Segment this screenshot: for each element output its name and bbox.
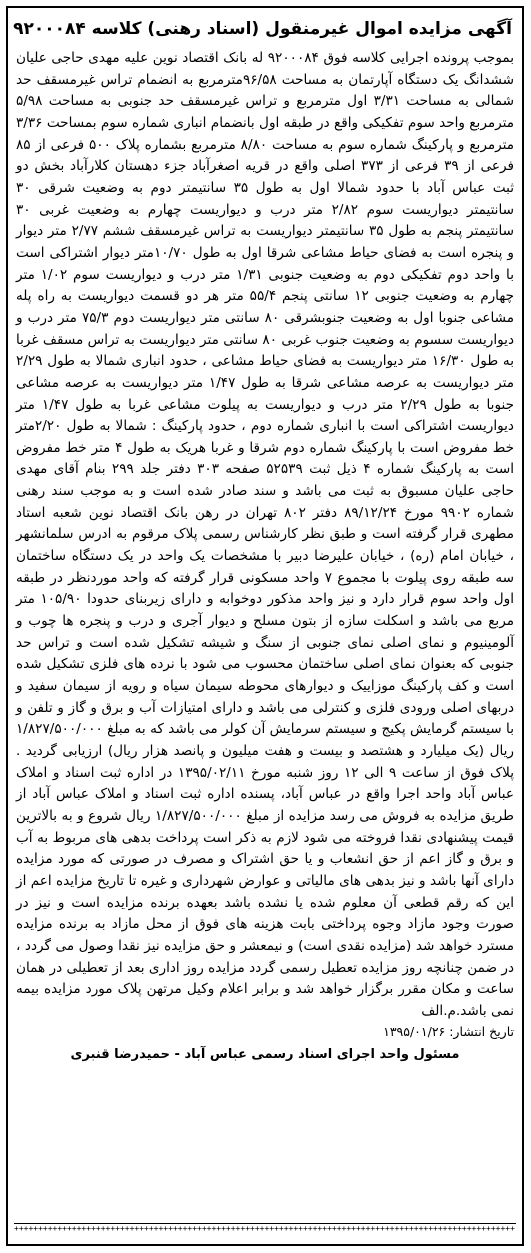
notice-body: بموجب پرونده اجرایی کلاسه فوق ۹۲۰۰۰۸۴ له بانک اقتصاد نوین علیه مهدی حاجی علیان ششدانگ یک دستگاه آپارتمان به مساحت ۹۶/۵۸مترمربع به انضمام تراس غیرمسقف حد شمالی به مساحت ۳/۳۱ اول مترمربع و تراس غیرمسقف حد جنوبی به مساحت ۵/۹۸ مترمربع واحد سوم تفکیکی واقع در طبقه اول بانضمام انباری شماره سوم بمساحت ۳/۳۶ مترمربع و پارکینگ شماره سوم به مساحت ۸/۸۰ مترمربع بشماره پلاک ۵۰۰ فرعی از ۸۵ فرعی از ۳۹ فرعی از ۳۷۳ اصلی واقع در قریه اصغرآباد جزء دهستان کلارآباد بخش دو ثبت عباس آباد با حدود شمالا اول به طول ۳۵ سانتیمتر دوم به وضعیت شرقی ۳۰ سانتیمتر دیواریست سوم ۲/۸۲ متر درب و دیواریست چهارم به وضعیت غربی ۳۰ سانتیمتر پنجم به طول ۳۵ سانتیمتر دیواریست به تراس غیرمسقف ششم ۲/۷۷ متر دیوار و پنجره است به فضای حیاط مشاعی شرقا اول به طول ۱۰/۷۰متر دیوار اشتراکی است با واحد دوم تفکیکی دوم به وضعیت جنوبی ۱/۳۱ متر درب و دیواریست سوم ۱/۰۲ متر چهارم به وضعیت جنوبی ۱۲ سانتی پنجم ۵۵/۴ متر هر دو قسمت دیواریست به راه پله مشاعی جنوبا اول به وضعیت جنوبشرقی ۸۰ سانتی متر دیواریست دوم ۷۵/۳ متر درب و دیواریست سسوم به وضعیت جنوب غربی ۸۰ سانتی متر دیواریست به تراس مسقف غربا به طول ۱۶/۳۰ متر دیواریست به فضای حیاط مشاعی ، حدود انباری شمالا به طول ۲/۲۹ متر دیواریست به عرصه مشاعی شرقا به طول ۱/۴۷ متر دیواریست به عرصه مشاعی جنوبا به طول ۲/۲۹ متر درب و دیواریست به پیلوت مشاعی غربا به طول ۱/۴۷ متر دیواریست اشتراکی است با انباری شماره دوم ، حدود پارکینگ : شمالا به طول ۲/۲۰متر خط مفروض است با پارکینگ شماره دوم شرقا و غربا هریک به طول ۴ متر خط مفروض است به پارکینگ شماره ۴ ذیل ثبت ۵۲۵۳۹ صفحه ۳۰۳ دفتر جلد ۲۹۹ بنام آقای مهدی حاجی علیان مسبوق به ثبت می باشد و سند صادر شده است و به موجب سند رهنی شماره ۹۹۰۲ مورخ ۸۹/۱۲/۲۴ دفتر ۸۰۲ تهران در رهن بانک اقتصاد نوین شعبه استاد مطهری قرار گرفته است و طبق نظر کارشناس رسمی پلاک مرقوم به ادرس سلمانشهر ، خیابان امام (ره) ، خیابان علیرضا دبیر با مشخصات یک واحد در یک دستگاه ساختمان سه طبقه روی پیلوت با مجموع ۷ واحد مسکونی قرار گرفته که واحد موردنظر در طبقه اول واحد سوم قرار دارد و نیز واحد مذکور دوخوابه و دارای زیربنای حدودا ۱۰۵/۹۰ متر مربع می باشد و اسکلت سازه از بتون مسلح و دیوار آجری و درب و پنجره ها چوب و آلومینیوم و نمای اصلی نمای جنوبی از سنگ و شیشه تشکیل شده است و تراس حد جنوبی که بعنوان نمای اصلی ساختمان محسوب می شود با نرده های فلزی تشکیل شده است و کف پارکینگ موزاییک و دیوارهای محوطه سیمان سیاه و رویه از سیمان سفید و دربهای اصلی ورودی فلزی و کنترلی می باشد و دارای امتیازات آب و برق و گاز و تلفن و با سیستم گرمایش پکیج و سیستم سرمایش آن کولر می باشد که به مبلغ ۱/۸۲۷/۵۰۰/۰۰۰ ریال (یک میلیارد و هشتصد و بیست و هفت میلیون و پانصد هزار ریال) ارزیابی گردید . پلاک فوق از ساعت ۹ الی ۱۲ روز شنبه مورخ ۱۳۹۵/۰۲/۱۱ در اداره ثبت اسناد و املاک عباس آباد واحد اجرا واقع در عباس آباد، پسنده اداره ثبت اسناد و املاک عباس آباد از طریق مزایده به فروش می رسد مزایده از مبلغ ۱/۸۲۷/۵۰۰/۰۰۰ ریال شروع و به بالاترین قیمت پیشنهادی نقدا فروخته می شود لازم به ذکر است پرداخت بدهی های مربوط به آب و برق و گاز اعم از حق انشعاب و یا حق اشتراک و مصرف در صورتی که مورد مزایده دارای آنها باشد و نیز بدهی های مالیاتی و عوارض شهرداری و غیره تا تاریخ مزایده اعم از این که رقم قطعی آن معلوم شده یا نشده باشد بعهده برنده مزایده است و نیز در صورت وجود مازاد وجوه پرداختی بابت هزینه های فوق از محل مازاد به برنده مزایده مسترد خواهد شد (مزایده نقدی است) و نیمعشر و حق مزایده نیز نقدا وصول می گردد ، در ضمن چنانچه روز مزایده تعطیل رسمی گردد مزایده روز اداری بعد از تعطیلی در همان ساعت و مکان مقرر برگزار خواهد شد و برابر اعلام وکیل مرتهن پلاک مورد مزایده بیمه نمی باشد.م.الف (16, 50, 515, 1019)
notice-box (6, 6, 524, 1246)
signature-line: مسئول واحد اجرای اسناد رسمی عباس آباد - حمیدرضا قنبری (70, 1046, 460, 1062)
plus-border-pattern: ++++++++++++++++++++++++++++++++++++++++++++++++++++++++++++++++++++++++++++++++++++++++++++++++++++++++ (14, 1224, 515, 1233)
publication-date: تاریخ انتشار: ۱۳۹۵/۰۱/۲۶ (383, 1023, 514, 1039)
notice-title: آگهی مزایده اموال غیرمنقول (اسناد رهنی) کلاسه ۹۲۰۰۰۸۴ (13, 19, 512, 39)
plus-border-rule (14, 1223, 516, 1236)
